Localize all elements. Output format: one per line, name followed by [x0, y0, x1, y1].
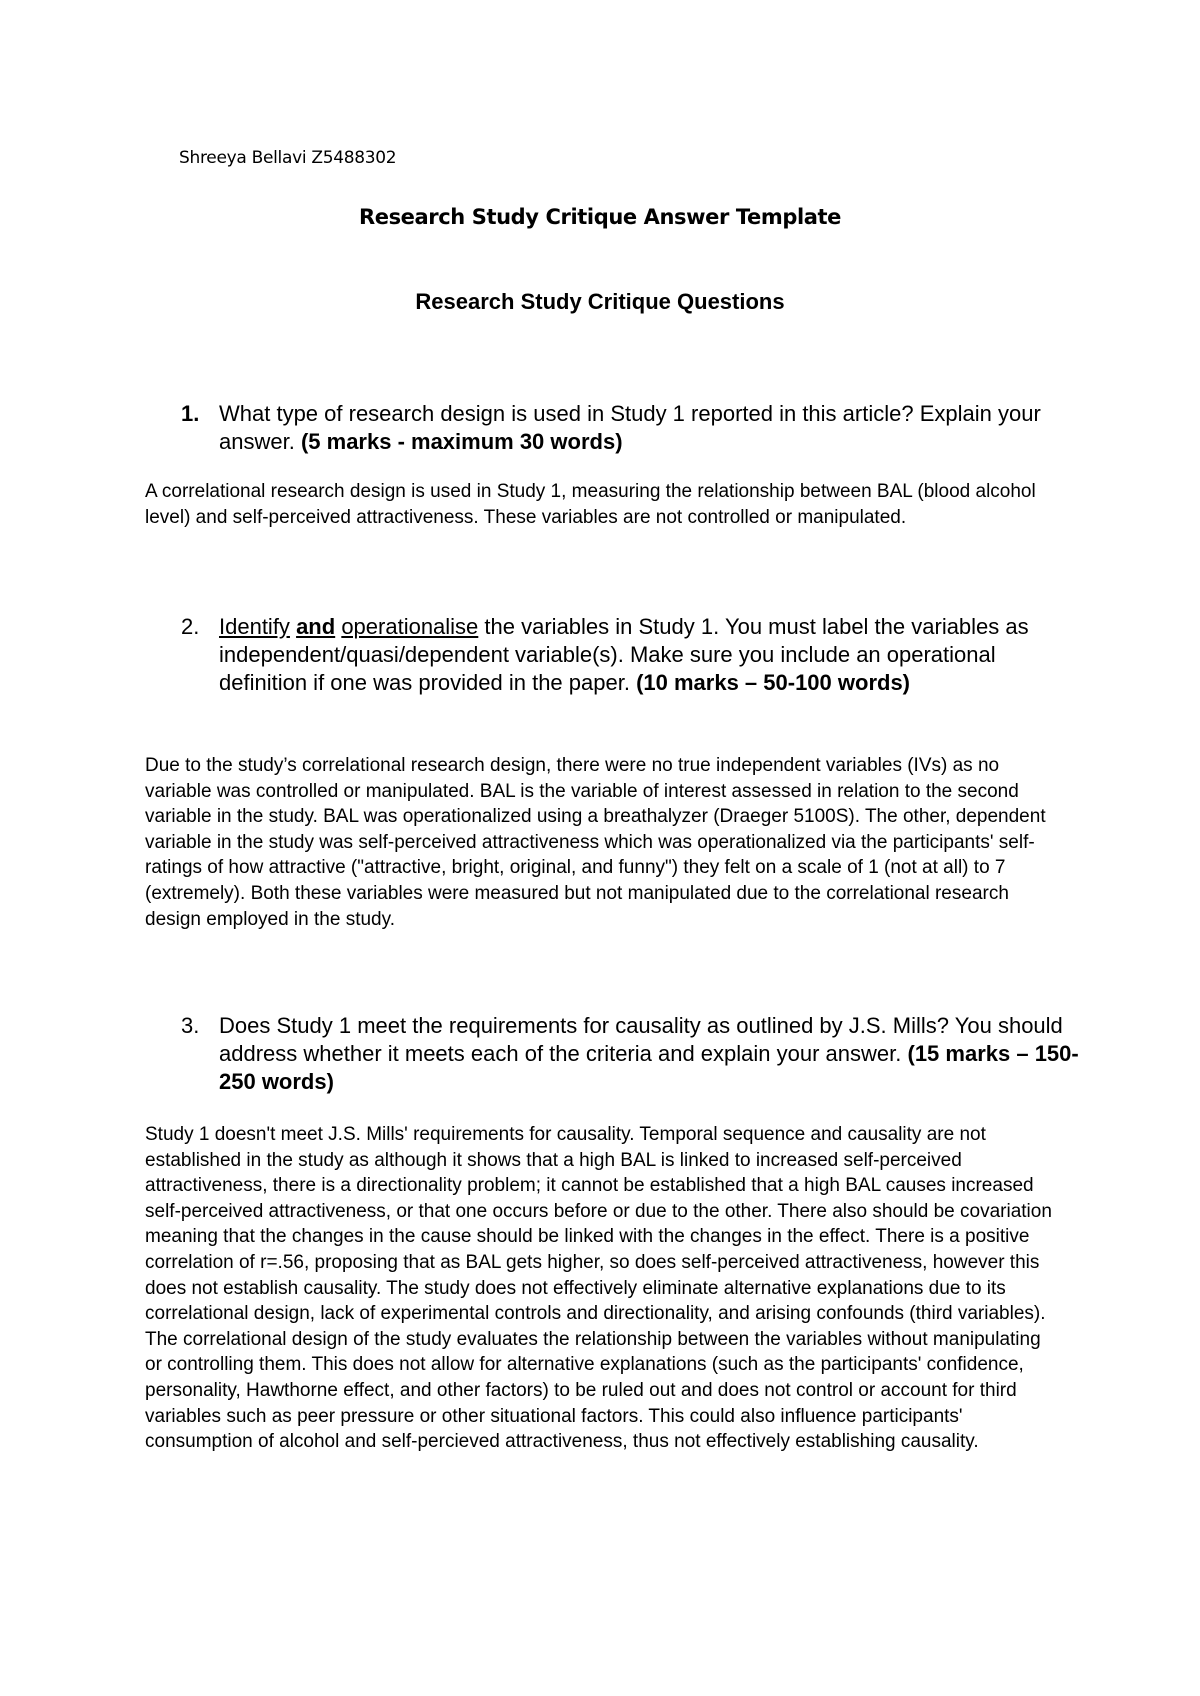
question-1-marks: (5 marks - maximum 30 words) — [300, 429, 623, 454]
question-3-prompt: Does Study 1 meet the requirements for causality as outlined by J.S. Mills? You should address whether it meets each of the criteria and explain your answer. — [219, 1013, 1063, 1066]
question-2-operationalise: operationalise — [341, 614, 479, 639]
answer-1-text: A correlational research design is used in Study 1, measuring the relationship between BAL (blood alcohol level) and self-perceived attractiveness. These variables are not controlled or manipulated. — [145, 481, 1036, 528]
question-2-identify: Identify — [219, 614, 290, 639]
question-2-marks: (10 marks – 50-100 words) — [636, 670, 911, 695]
document-subtitle: Research Study Critique Questions — [415, 289, 785, 314]
answer-1 — [145, 479, 1060, 530]
question-2-prompt: the variables in Study 1. You must label the variables as independent/quasi/dependent variable(s). Make sure you include an operational definition if one was provided in the paper. — [219, 614, 1029, 695]
author-line: Shreeya Bellavi Z5488302 — [179, 148, 397, 168]
question-2-number: 2. — [181, 614, 200, 639]
document-title: Research Study Critique Answer Template — [358, 205, 842, 229]
question-3-text — [219, 1012, 1081, 1096]
question-1-text — [219, 400, 1081, 456]
answer-3 — [145, 1122, 1060, 1455]
answer-2-text: Due to the study’s correlational research design, there were no true independent variables (IVs) as no variable was controlled or manipulated. BAL is the variable of interest assessed in relation to the second variable in the study. BAL was operationalized using a breathalyzer (Draeger 5100S). The other, dependent variable in the study was self-perceived attractiveness which was operationalized via the participants' self-ratings of how attractive ("attractive, bright, original, and funny") they felt on a scale of 1 (not at all) to 7 (extremely). Both these variables were measured but not manipulated due to the correlational research design employed in the study. — [145, 755, 1046, 930]
question-2-and: and — [296, 614, 336, 639]
question-3-number: 3. — [181, 1013, 200, 1038]
question-3-marks: (15 marks – 150-250 words) — [219, 1041, 1079, 1094]
answer-3-text: Study 1 doesn't meet J.S. Mills' requirements for causality. Temporal sequence and causality are not established in the study as although it shows that a high BAL is linked to increased self-perceived attractiveness, there is a directionality problem; it cannot be established that a high BAL causes increased self-perceived attractiveness, or that one occurs before or due to the other. There also should be covariation meaning that the changes in the cause should be linked with the changes in the effect. There is a positive correlation of r=.56, proposing that as BAL gets higher, so does self-perceived attractiveness, however this does not establish causality. The study does not effectively eliminate alternative explanations due to its correlational design, lack of experimental controls and directionality, and arising confounds (third variables). The correlational design of the study evaluates the relationship between the variables without manipulating or controlling them. This does not allow for alternative explanations (such as the participants' confidence, personality, Hawthorne effect, and other factors) to be ruled out and does not control or account for third variables such as peer pressure or other situational factors. This could also influence participants' consumption of alcohol and self-percieved attractiveness, thus not effectively establishing causality. — [145, 1124, 1052, 1453]
question-1-prompt: What type of research design is used in Study 1 reported in this article? Explain your answer. — [219, 401, 1041, 454]
answer-2 — [145, 753, 1060, 932]
question-2-text — [219, 613, 1081, 697]
question-1-number: 1. — [181, 401, 200, 426]
